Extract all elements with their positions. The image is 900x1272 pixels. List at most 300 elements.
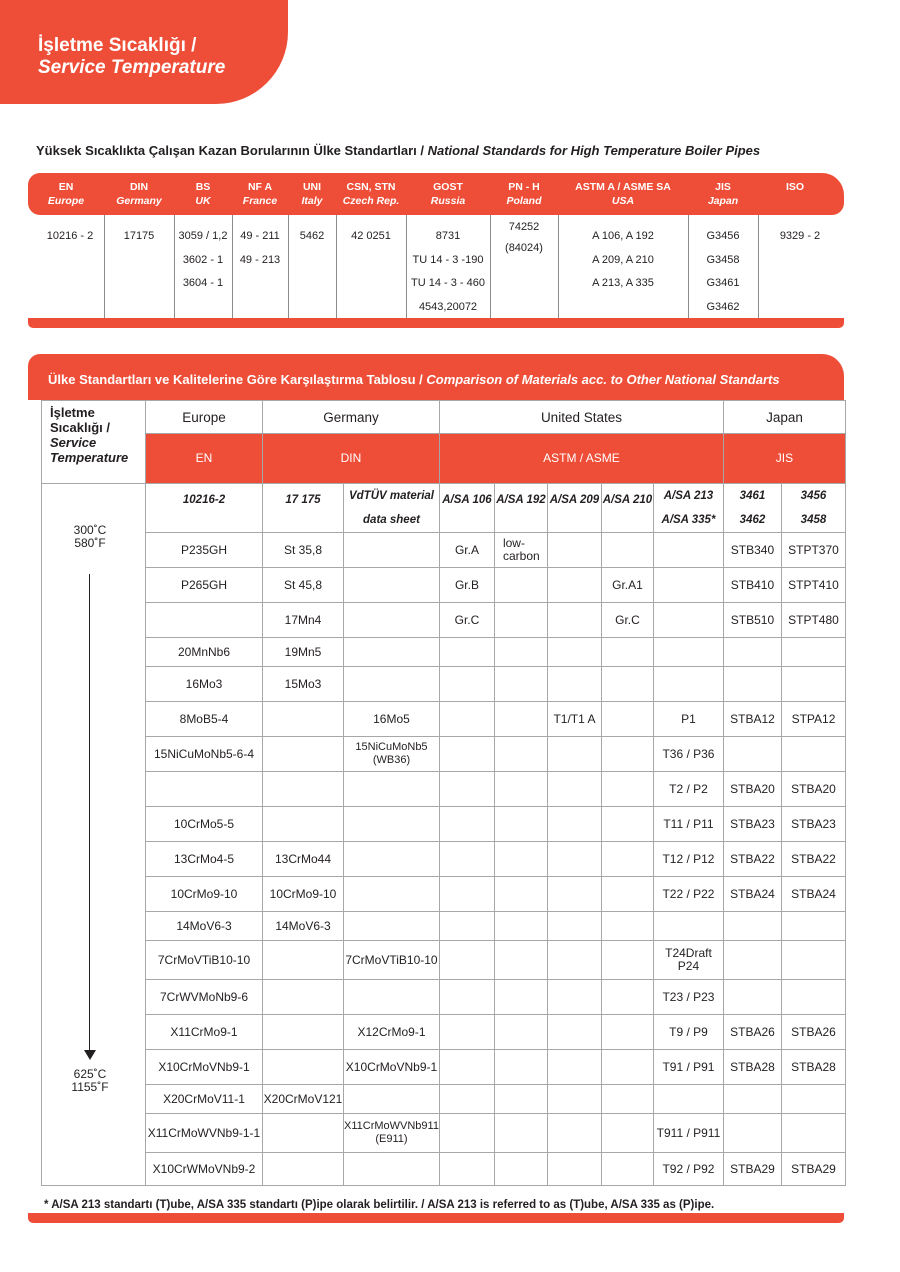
table-cell — [494, 1153, 547, 1186]
table-cell — [653, 1085, 723, 1114]
table-cell — [263, 941, 344, 980]
table-cell — [781, 737, 845, 772]
table-cell — [263, 702, 344, 737]
section1-title — [36, 143, 760, 158]
table-cell — [781, 638, 845, 667]
table-cell — [263, 980, 344, 1015]
table-cell: X11CrMo9-1 — [146, 1015, 263, 1050]
table-cell: 14MoV6-3 — [263, 912, 344, 941]
table-cell: 8MoB5-4 — [146, 702, 263, 737]
table1-col-pnh: PN - H Poland — [506, 181, 542, 207]
table-cell — [547, 667, 601, 702]
section2-title-en: Comparison of Materials acc. to Other National Standarts — [426, 372, 780, 387]
section2-title-tr: Ülke Standartları ve Kalitelerine Göre Karşılaştırma Tablosu / — [48, 372, 427, 387]
temp-cell — [42, 737, 146, 772]
temp-cell — [42, 667, 146, 702]
table-cell — [547, 603, 601, 638]
table-cell — [344, 912, 440, 941]
table-cell: STBA26 — [723, 1015, 781, 1050]
table-row — [42, 1015, 846, 1050]
table1-value: 5462 — [299, 230, 325, 242]
table-row — [42, 772, 846, 807]
table1-col-nfa: NF A France — [242, 181, 278, 207]
table-row — [42, 568, 846, 603]
subcol-vdtuv: VdTÜV material data sheet — [344, 484, 440, 533]
table-cell: T2 / P2 — [653, 772, 723, 807]
table-cell — [263, 1050, 344, 1085]
table-cell — [344, 1153, 440, 1186]
table-cell — [494, 980, 547, 1015]
table-cell — [547, 1153, 601, 1186]
subcol-17175: 17 175 — [263, 484, 344, 533]
table-cell — [344, 980, 440, 1015]
temp-cell — [42, 1153, 146, 1186]
table-cell — [344, 603, 440, 638]
table-cell — [439, 842, 494, 877]
subcol-asa192: A/SA 192 — [494, 484, 547, 533]
table1-col-csn: CSN, STN Czech Rep. — [342, 181, 400, 207]
table-cell: T92 / P92 — [653, 1153, 723, 1186]
table-cell: 13CrMo44 — [263, 842, 344, 877]
table-cell — [439, 667, 494, 702]
table-cell: X10CrWMoVNb9-2 — [146, 1153, 263, 1186]
table-cell — [547, 807, 601, 842]
table-cell — [344, 1085, 440, 1114]
table1-value: 17175 — [123, 230, 155, 242]
section1-title-tr: Yüksek Sıcaklıkta Çalışan Kazan Borularının Ülke Standartları / — [36, 143, 428, 158]
table-cell — [653, 667, 723, 702]
table-cell: X10CrMoVNb9-1 — [344, 1050, 440, 1085]
table1-value: TU 14 - 3 -190 — [412, 253, 484, 266]
table1-col-values — [558, 225, 688, 296]
table1-value: G3462 — [706, 300, 740, 313]
table1-value: (84024) — [505, 242, 543, 254]
table-cell: X11CrMoWVNb911 (E911) — [344, 1114, 440, 1153]
table-cell — [494, 1085, 547, 1114]
temp-cell — [42, 603, 146, 638]
table1-value: 42 0251 — [351, 230, 391, 242]
table-cell: 7CrMoVTiB10-10 — [344, 941, 440, 980]
table1-value: 3602 - 1 — [182, 253, 224, 266]
table1-col-values — [232, 225, 288, 272]
temp-cell — [42, 1114, 146, 1153]
table-cell — [263, 1015, 344, 1050]
table-cell: 10CrMo9-10 — [263, 877, 344, 912]
table-row — [42, 533, 846, 568]
table-cell — [547, 638, 601, 667]
table-cell: T12 / P12 — [653, 842, 723, 877]
table-cell — [439, 1153, 494, 1186]
temperature-arrow-line — [89, 574, 90, 1052]
table-cell — [601, 638, 653, 667]
table-cell: STPT480 — [781, 603, 845, 638]
table-cell: STPT370 — [781, 533, 845, 568]
table-cell — [344, 568, 440, 603]
table-cell — [494, 1114, 547, 1153]
table-cell: X12CrMo9-1 — [344, 1015, 440, 1050]
table1-value: TU 14 - 3 - 460 — [411, 277, 485, 289]
table-cell: STBA26 — [781, 1015, 845, 1050]
region-germany: Germany — [263, 401, 440, 434]
table-row — [42, 702, 846, 737]
table-cell — [547, 980, 601, 1015]
table-cell — [601, 772, 653, 807]
table-cell: T36 / P36 — [653, 737, 723, 772]
subcol-3461-3462: 3461 3462 — [723, 484, 781, 533]
table-cell: 10CrMo5-5 — [146, 807, 263, 842]
table-cell — [439, 980, 494, 1015]
table1-value: 10216 - 2 — [46, 230, 94, 242]
table-cell — [653, 912, 723, 941]
table-cell: X10CrMoVNb9-1 — [146, 1050, 263, 1085]
table1-col-en: EN Europe — [47, 181, 85, 207]
table-cell — [601, 912, 653, 941]
table-cell: 13CrMo4-5 — [146, 842, 263, 877]
table-cell — [547, 941, 601, 980]
table-cell: P265GH — [146, 568, 263, 603]
table1-col-iso: ISO — [785, 181, 805, 193]
table-cell: X20CrMoV121 — [263, 1085, 344, 1114]
table1-col-bs: BS UK — [195, 181, 211, 207]
table-cell — [494, 737, 547, 772]
table-cell — [439, 638, 494, 667]
table-cell — [494, 807, 547, 842]
table1-value: A 209, A 210 — [592, 253, 654, 266]
table-cell — [601, 1085, 653, 1114]
table1-value: A 106, A 192 — [592, 230, 654, 242]
table-cell: 7CrMoVTiB10-10 — [146, 941, 263, 980]
table-cell: STBA23 — [781, 807, 845, 842]
table-row — [42, 807, 846, 842]
table1-value: G3456 — [706, 230, 740, 242]
page-header — [0, 0, 288, 104]
table-cell: X20CrMoV11-1 — [146, 1085, 263, 1114]
table-row — [42, 842, 846, 877]
table-cell — [653, 568, 723, 603]
table-row — [42, 1085, 846, 1114]
table-cell: St 45,8 — [263, 568, 344, 603]
table-row — [42, 667, 846, 702]
table1-col-values — [174, 225, 232, 296]
table1-value: 8731 — [435, 230, 461, 242]
temp-high: 625˚C 1155˚F — [71, 1067, 109, 1094]
table1-col-values — [758, 225, 842, 249]
table-cell — [439, 941, 494, 980]
table-cell: 20MnNb6 — [146, 638, 263, 667]
subcol-asa213-335: A/SA 213 A/SA 335* — [653, 484, 723, 533]
table-cell: St 35,8 — [263, 533, 344, 568]
table-cell — [547, 568, 601, 603]
table-cell: 14MoV6-3 — [146, 912, 263, 941]
table-row — [42, 737, 846, 772]
table-cell — [653, 603, 723, 638]
table-cell — [494, 638, 547, 667]
temp-cell — [42, 1015, 146, 1050]
section2-title — [48, 372, 780, 387]
table-cell — [653, 533, 723, 568]
table-row — [42, 980, 846, 1015]
table-cell: 10CrMo9-10 — [146, 877, 263, 912]
table-cell: Gr.A1 — [601, 568, 653, 603]
temp-cell — [42, 772, 146, 807]
table-cell: 15Mo3 — [263, 667, 344, 702]
table-cell — [439, 1085, 494, 1114]
table-cell — [547, 772, 601, 807]
table-cell — [439, 912, 494, 941]
table-cell: STBA23 — [723, 807, 781, 842]
subcol-asa210: A/SA 210 — [601, 484, 653, 533]
table-cell — [601, 807, 653, 842]
table-row — [42, 912, 846, 941]
table-cell — [344, 533, 440, 568]
table-cell — [494, 842, 547, 877]
region-japan: Japan — [723, 401, 845, 434]
table-cell — [601, 533, 653, 568]
table-cell — [494, 877, 547, 912]
table-row — [42, 603, 846, 638]
table-cell: T24Draft P24 — [653, 941, 723, 980]
table-cell — [601, 980, 653, 1015]
group-en: EN — [146, 434, 263, 484]
temp-cell — [42, 980, 146, 1015]
table-cell: Gr.C — [601, 603, 653, 638]
table-cell — [494, 1015, 547, 1050]
table1-value: 49 - 211 — [240, 230, 280, 242]
table1-bottom-bar — [28, 318, 844, 328]
subcol-3456-3458: 3456 3458 — [781, 484, 845, 533]
arrow-down-icon — [84, 1050, 96, 1060]
table-cell: STBA20 — [723, 772, 781, 807]
table-cell — [723, 1114, 781, 1153]
group-astm: ASTM / ASME — [439, 434, 723, 484]
table-cell: P1 — [653, 702, 723, 737]
table-cell — [601, 842, 653, 877]
table1-value: 3604 - 1 — [182, 277, 224, 289]
table-cell: 17Mn4 — [263, 603, 344, 638]
table1-value: 3059 / 1,2 — [178, 230, 228, 242]
table-cell — [344, 772, 440, 807]
table-cell: T9 / P9 — [653, 1015, 723, 1050]
table-cell: 15NiCuMoNb5 (WB36) — [344, 737, 440, 772]
table2-bottom-bar — [28, 1213, 844, 1223]
table-cell — [601, 1153, 653, 1186]
temp-cell — [42, 842, 146, 877]
table-cell: 16Mo5 — [344, 702, 440, 737]
table-cell — [439, 807, 494, 842]
table-cell: low-carbon — [494, 533, 547, 568]
table-cell — [601, 1114, 653, 1153]
table1-col-astm: ASTM A / ASME SA USA — [575, 181, 671, 207]
table-cell — [723, 737, 781, 772]
table-cell: 19Mn5 — [263, 638, 344, 667]
table-cell: STBA28 — [723, 1050, 781, 1085]
table-cell — [547, 737, 601, 772]
temp-cell — [42, 912, 146, 941]
table-cell — [547, 877, 601, 912]
table-cell: T911 / P911 — [653, 1114, 723, 1153]
table-cell — [263, 1114, 344, 1153]
table-cell: T1/T1 A — [547, 702, 601, 737]
table-row — [42, 1153, 846, 1186]
table-cell — [494, 941, 547, 980]
table-cell: T91 / P91 — [653, 1050, 723, 1085]
footnote: * A/SA 213 standartı (T)ube, A/SA 335 standartı (P)ipe olarak belirtilir. / A/SA 213 is referred to as (T)ube, A/SA 335 as (P)ipe. — [44, 1199, 715, 1211]
temp-cell — [42, 877, 146, 912]
table-cell — [723, 912, 781, 941]
table-cell — [494, 603, 547, 638]
subcol-asa209: A/SA 209 — [547, 484, 601, 533]
table1-value: A 213, A 335 — [592, 277, 654, 289]
header-title-tr: İşletme Sıcaklığı / — [38, 35, 197, 56]
table-cell — [146, 603, 263, 638]
table-cell: STBA29 — [781, 1153, 845, 1186]
table1-col-din: DIN Germany — [116, 181, 162, 207]
table1-col-values — [490, 221, 558, 261]
table-cell: STBA28 — [781, 1050, 845, 1085]
table-cell — [547, 1114, 601, 1153]
table2-title-bar — [28, 354, 844, 400]
table-cell — [439, 772, 494, 807]
subcol-asa106: A/SA 106 — [439, 484, 494, 533]
table-cell — [344, 667, 440, 702]
table1-header — [28, 173, 844, 215]
table1-col-values — [688, 225, 758, 319]
table-cell — [653, 638, 723, 667]
table-cell: STPT410 — [781, 568, 845, 603]
table-cell — [601, 737, 653, 772]
table-row — [42, 638, 846, 667]
table-cell — [146, 772, 263, 807]
table-cell — [494, 912, 547, 941]
table1-col-values — [336, 225, 406, 249]
table1-body — [36, 215, 842, 319]
table-cell: STB340 — [723, 533, 781, 568]
table-cell: STB510 — [723, 603, 781, 638]
table1-col-values — [36, 225, 104, 249]
table-cell: 16Mo3 — [146, 667, 263, 702]
table-cell — [547, 1085, 601, 1114]
table-cell — [494, 1050, 547, 1085]
table-cell — [439, 1050, 494, 1085]
table-cell: Gr.A — [439, 533, 494, 568]
table-cell: STBA22 — [723, 842, 781, 877]
table-cell — [439, 737, 494, 772]
group-jis: JIS — [723, 434, 845, 484]
table-cell — [547, 842, 601, 877]
table-cell: STBA12 — [723, 702, 781, 737]
table-cell: X11CrMoWVNb9-1-1 — [146, 1114, 263, 1153]
table-cell — [439, 1114, 494, 1153]
table-row — [42, 877, 846, 912]
table-cell — [263, 772, 344, 807]
temp-cell — [42, 638, 146, 667]
table-cell — [263, 1153, 344, 1186]
table-cell — [494, 772, 547, 807]
table1-value: 49 - 213 — [239, 253, 281, 266]
table-cell — [344, 877, 440, 912]
table-cell — [601, 877, 653, 912]
table-cell — [439, 1015, 494, 1050]
temp-cell — [42, 702, 146, 737]
table-cell: T22 / P22 — [653, 877, 723, 912]
table-cell: Gr.B — [439, 568, 494, 603]
table-cell: 7CrWVMoNb9-6 — [146, 980, 263, 1015]
table1-col-values — [104, 225, 174, 249]
table-cell: STBA20 — [781, 772, 845, 807]
table-cell: STBA24 — [723, 877, 781, 912]
table1-value: 9329 - 2 — [779, 230, 821, 242]
table-cell: STPA12 — [781, 702, 845, 737]
region-us: United States — [439, 401, 723, 434]
table1-col-jis: JIS Japan — [707, 181, 739, 207]
table1-col-gost: GOST Russia — [430, 181, 466, 207]
table-cell: STBA29 — [723, 1153, 781, 1186]
table-cell — [601, 1015, 653, 1050]
table-cell: Gr.C — [439, 603, 494, 638]
table-cell: STBA22 — [781, 842, 845, 877]
table-cell — [439, 702, 494, 737]
table-row — [42, 941, 846, 980]
table1-value: G3458 — [706, 253, 740, 266]
table-row — [42, 1114, 846, 1153]
service-temperature-label: İşletme Sıcaklığı / Service Temperature — [50, 405, 129, 465]
table-cell — [723, 1085, 781, 1114]
table-cell: T11 / P11 — [653, 807, 723, 842]
table-cell — [781, 1114, 845, 1153]
table-cell — [781, 1085, 845, 1114]
region-europe: Europe — [146, 401, 263, 434]
table1-value: G3461 — [706, 277, 740, 289]
table-cell — [494, 667, 547, 702]
table-cell: 15NiCuMoNb5-6-4 — [146, 737, 263, 772]
table-cell: P235GH — [146, 533, 263, 568]
table-cell — [263, 737, 344, 772]
temp-cell — [42, 941, 146, 980]
group-din: DIN — [263, 434, 440, 484]
table1-col-uni: UNI Italy — [301, 181, 323, 207]
table-row — [42, 1050, 846, 1085]
table-cell — [723, 941, 781, 980]
table-cell — [547, 1015, 601, 1050]
table-cell — [723, 980, 781, 1015]
table-cell — [601, 667, 653, 702]
table-cell — [781, 941, 845, 980]
table-cell — [601, 1050, 653, 1085]
table-cell — [263, 807, 344, 842]
table-cell — [781, 980, 845, 1015]
table-cell — [601, 941, 653, 980]
temp-low: 300˚C 580˚F — [73, 523, 107, 550]
subcol-10216-2: 10216-2 — [146, 484, 263, 533]
table-cell — [547, 1050, 601, 1085]
table1-col-values — [406, 225, 490, 319]
table-cell — [547, 912, 601, 941]
table-cell — [439, 877, 494, 912]
table-cell — [344, 807, 440, 842]
table-cell — [344, 842, 440, 877]
table-cell — [723, 638, 781, 667]
table1-value: 4543,20072 — [418, 300, 478, 313]
table-cell — [344, 638, 440, 667]
table-cell — [494, 702, 547, 737]
temp-cell — [42, 568, 146, 603]
temp-cell — [42, 807, 146, 842]
section1-title-en: National Standards for High Temperature Boiler Pipes — [427, 143, 761, 158]
header-title-en: Service Temperature — [38, 57, 226, 78]
table-cell — [494, 568, 547, 603]
table1-value: 74252 — [508, 221, 540, 233]
table1-col-values — [288, 225, 336, 249]
